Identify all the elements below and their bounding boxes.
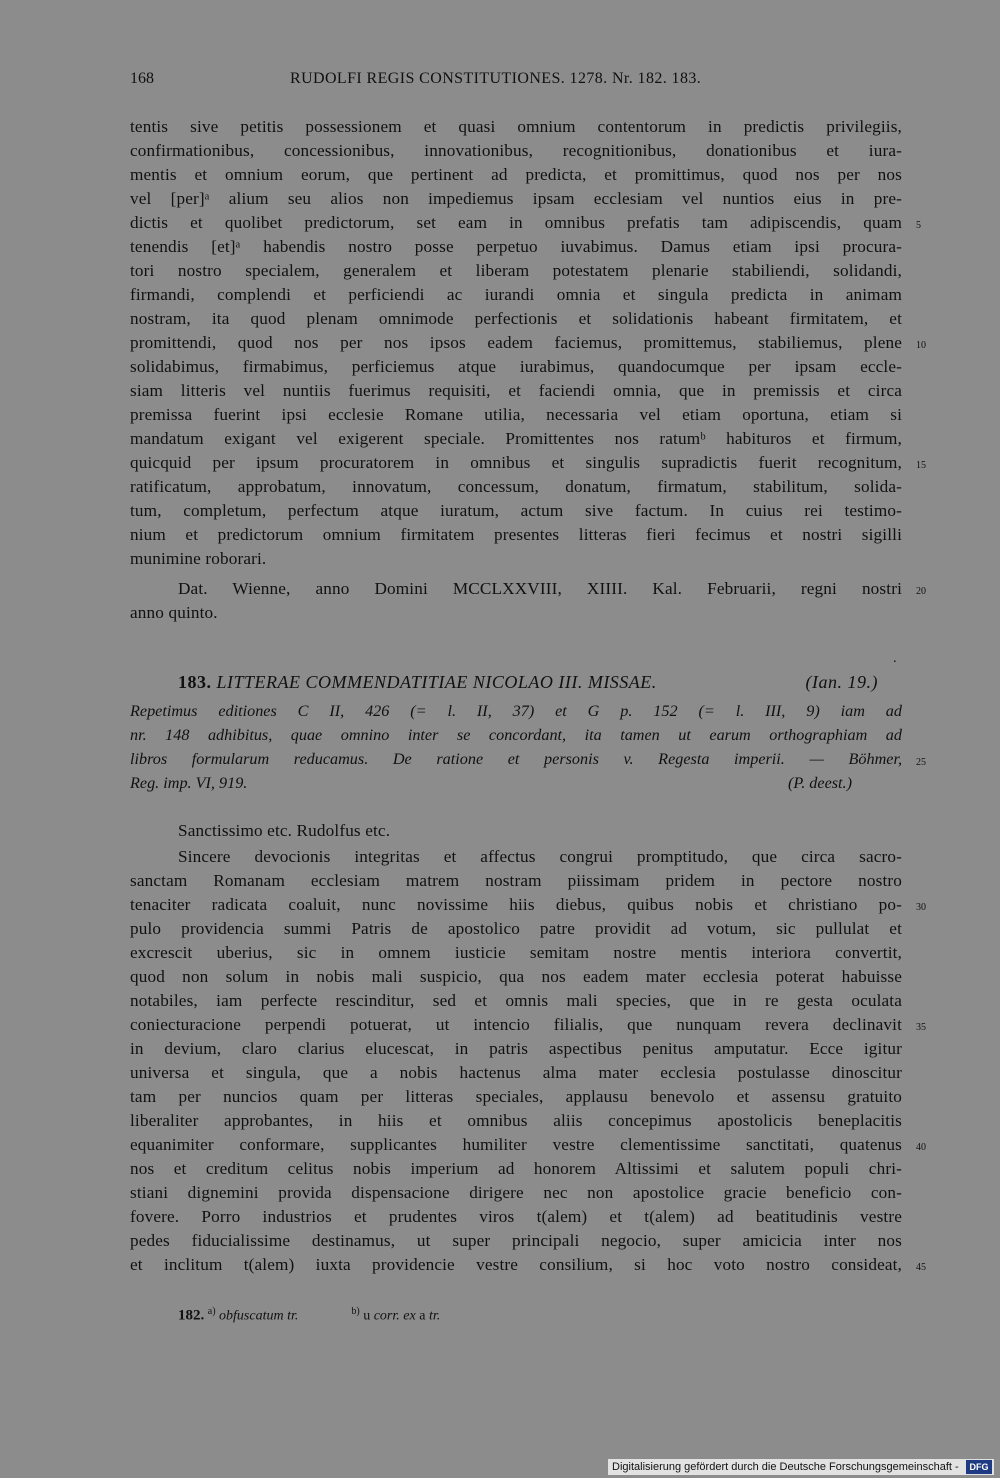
text-line: universa et singula, que a nobis hactenus alma mater ecclesia postulasse dinoscitur — [130, 1063, 902, 1082]
text-line: munimine roborari. — [130, 549, 267, 568]
text-line: nos et creditum celitus nobis imperium ad honorem Altissimi et salutem populi chri- — [130, 1159, 902, 1178]
line-number: 35 — [916, 1022, 926, 1033]
text-line: solidabimus, firmabimus, perficiemus atque iurabimus, quandocumque per ipsam eccle- — [130, 357, 902, 376]
text-line: tori nostro specialem, generalem et liberam potestatem plenarie stabiliendi, solidandi, — [130, 261, 902, 280]
mark-dot: ˙ — [892, 658, 898, 675]
text-line: et inclitum t(alem) iuxta providencie vestre consilium, si hoc voto nostro consideat, — [130, 1255, 902, 1274]
text-line: sanctam Romanam ecclesiam matrem nostram piissimam pridem in pectore nostro — [130, 871, 902, 890]
editorial-line: libros formularum reducamus. De ratione et personis v. Regesta imperii. — Böhmer, — [130, 750, 902, 768]
footnote-b-letter: a — [419, 1308, 426, 1324]
footnote-b-mark: b) — [351, 1306, 360, 1317]
footnote-b-post: tr. — [428, 1308, 441, 1324]
text-line: mandatum exigant vel exigerent speciale. Promittentes nos ratumᵇ habituros et firmum, — [130, 429, 902, 448]
text-line: vel [per]ᵃ alium seu alios non impediemus ipsam ecclesiam vel nuntios eius in pre- — [130, 189, 902, 208]
text-line: pedes fiducialissime destinamus, ut super principali negocio, super amicicia inter nos — [130, 1231, 902, 1250]
line-number: 45 — [916, 1262, 926, 1273]
digitization-credit — [608, 1459, 994, 1475]
text-line: premissa fuerint ipsi ecclesie Romane utilia, necessaria vel etiam oportuna, etiam si — [130, 405, 902, 424]
footnote — [178, 1306, 440, 1325]
text-line: notabiles, iam perfecte rescinditur, sed et omnis mali species, que in re gesta oculata — [130, 991, 902, 1010]
text-line: excrescit uberius, sic in omnem iusticie semitam nostre mentis interiora convertit, — [130, 943, 902, 962]
page-number: 168 — [130, 70, 154, 87]
dating-clause: anno quinto. — [130, 603, 218, 622]
text-line: nostram, ita quod plenam omnimode perfectionis et solidationis habeant firmitatem, et — [130, 309, 902, 328]
text-line: in devium, claro clarius elucescat, in patris aspectibus penitus amputatur. Ecce igitur — [130, 1039, 902, 1058]
footnote-number: 182. — [178, 1307, 205, 1324]
editorial-line: nr. 148 adhibitus, quae omnino inter se concordant, ita tamen ut earum orthographiam ad — [130, 726, 902, 744]
text-line: ratificatum, approbatum, innovatum, concessum, donatum, firmatum, stabilitum, solida- — [130, 477, 902, 496]
text-line: dictis et quolibet predictorum, set eam in omnibus prefatis tam adipiscendis, quam — [130, 213, 902, 232]
dating-clause: Dat. Wienne, anno Domini MCCLXXVIII, XIIII. Kal. Februarii, regni nostri — [178, 579, 902, 598]
line-number: 30 — [916, 902, 926, 913]
editorial-ref: Reg. imp. VI, 919. — [130, 774, 248, 792]
running-title: RUDOLFI REGIS CONSTITUTIONES. 1278. Nr. 182. 183. — [290, 70, 702, 87]
document-number: 183. — [178, 672, 212, 692]
document-title: LITTERAE COMMENDATITIAE NICOLAO III. MISSAE. — [216, 672, 657, 692]
footnote-b-text: corr. ex — [373, 1308, 416, 1324]
text-line: fovere. Porro industrios et prudentes viros t(alem) et t(alem) ad beatitudinis vestre — [130, 1207, 902, 1226]
footnote-a-text: obfuscatum tr. — [219, 1308, 299, 1324]
text-line: Sincere devocionis integritas et affectus congrui promptitudo, que circa sacro- — [178, 847, 902, 866]
footnote-b-pre: u — [363, 1308, 371, 1324]
line-number: 10 — [916, 340, 926, 351]
text-line: quod non solum in nobis mali suspicio, qua nos eadem mater ecclesia poterat habuisse — [130, 967, 902, 986]
line-number: 40 — [916, 1142, 926, 1153]
text-line: quicquid per ipsum procuratorem in omnibus et singulis supradictis fuerit recognitum, — [130, 453, 902, 472]
text-line: firmandi, complendi et perficiendi ac iurandi omnia et singula predicta in animam — [130, 285, 902, 304]
text-line: nium et predictorum omnium firmitatem presentes litteras fieri fecimus et nostri sigilli — [130, 525, 902, 544]
document-date: (Ian. 19.) — [805, 672, 878, 692]
editorial-source-note: (P. deest.) — [788, 774, 852, 792]
salutation: Sanctissimo etc. Rudolfus etc. — [178, 821, 391, 840]
text-line: promittendi, quod nos per nos ipsos eadem faciemus, promittemus, stabiliemus, plene — [130, 333, 902, 352]
editorial-line — [130, 772, 902, 795]
text-line: tenaciter radicata coaluit, nunc novissime hiis diebus, quibus nobis et christiano po- — [130, 895, 902, 914]
text-line: tum, completum, perfectum atque iuratum, actum sive factum. In cuius rei testimo- — [130, 501, 902, 520]
text-line: confirmationibus, concessionibus, innovationibus, recognitionibus, donationibus et iura- — [130, 141, 902, 160]
text-line: tenendis [et]ᵃ habendis nostro posse perpetuo iuvabimus. Damus etiam ipsi procura- — [130, 237, 902, 256]
document-heading — [178, 658, 904, 693]
line-number: 20 — [916, 586, 926, 597]
text-line: coniecturacione perpendi potuerat, ut intencio filialis, que nunquam revera declinavit — [130, 1015, 902, 1034]
text-line: liberaliter approbantes, in hiis et omnibus aliis concepimus apostolicis beneplacitis — [130, 1111, 902, 1130]
text-line: equanimiter conformare, supplicantes humiliter vestre clementissime sanctitati, quatenus — [130, 1135, 902, 1154]
editorial-line: Repetimus editiones C II, 426 (= l. II, 37) et G p. 152 (= l. III, 9) iam ad — [130, 702, 902, 720]
running-header — [130, 70, 905, 94]
dfg-logo: DFG — [966, 1460, 992, 1474]
footnote-a-mark: a) — [207, 1306, 216, 1317]
text-line: pulo providencia summi Patris de apostolico patre providit ad votum, sic pullulat et — [130, 919, 902, 938]
line-number: 5 — [916, 220, 921, 231]
text-line: mentis et omnium eorum, que pertinent ad predicta, et promittimus, quod nos per nos — [130, 165, 902, 184]
text-line: tam per nuncios quam per litteras speciales, applausu benevolo et assensu gratuito — [130, 1087, 902, 1106]
credit-text: Digitalisierung gefördert durch die Deutsche Forschungsgemeinschaft - — [612, 1461, 959, 1473]
line-number: 15 — [916, 460, 926, 471]
text-line: siam litteris vel nuntiis fuerimus requisiti, et faciendi omnia, que in premissis et circa — [130, 381, 902, 400]
line-number: 25 — [916, 757, 926, 768]
text-line: stiani dignemini provida dispensacione dirigere nec non apostolice gracie beneficio con- — [130, 1183, 902, 1202]
text-line: tentis sive petitis possessionem et quasi omnium contentorum in predictis privilegiis, — [130, 117, 902, 136]
